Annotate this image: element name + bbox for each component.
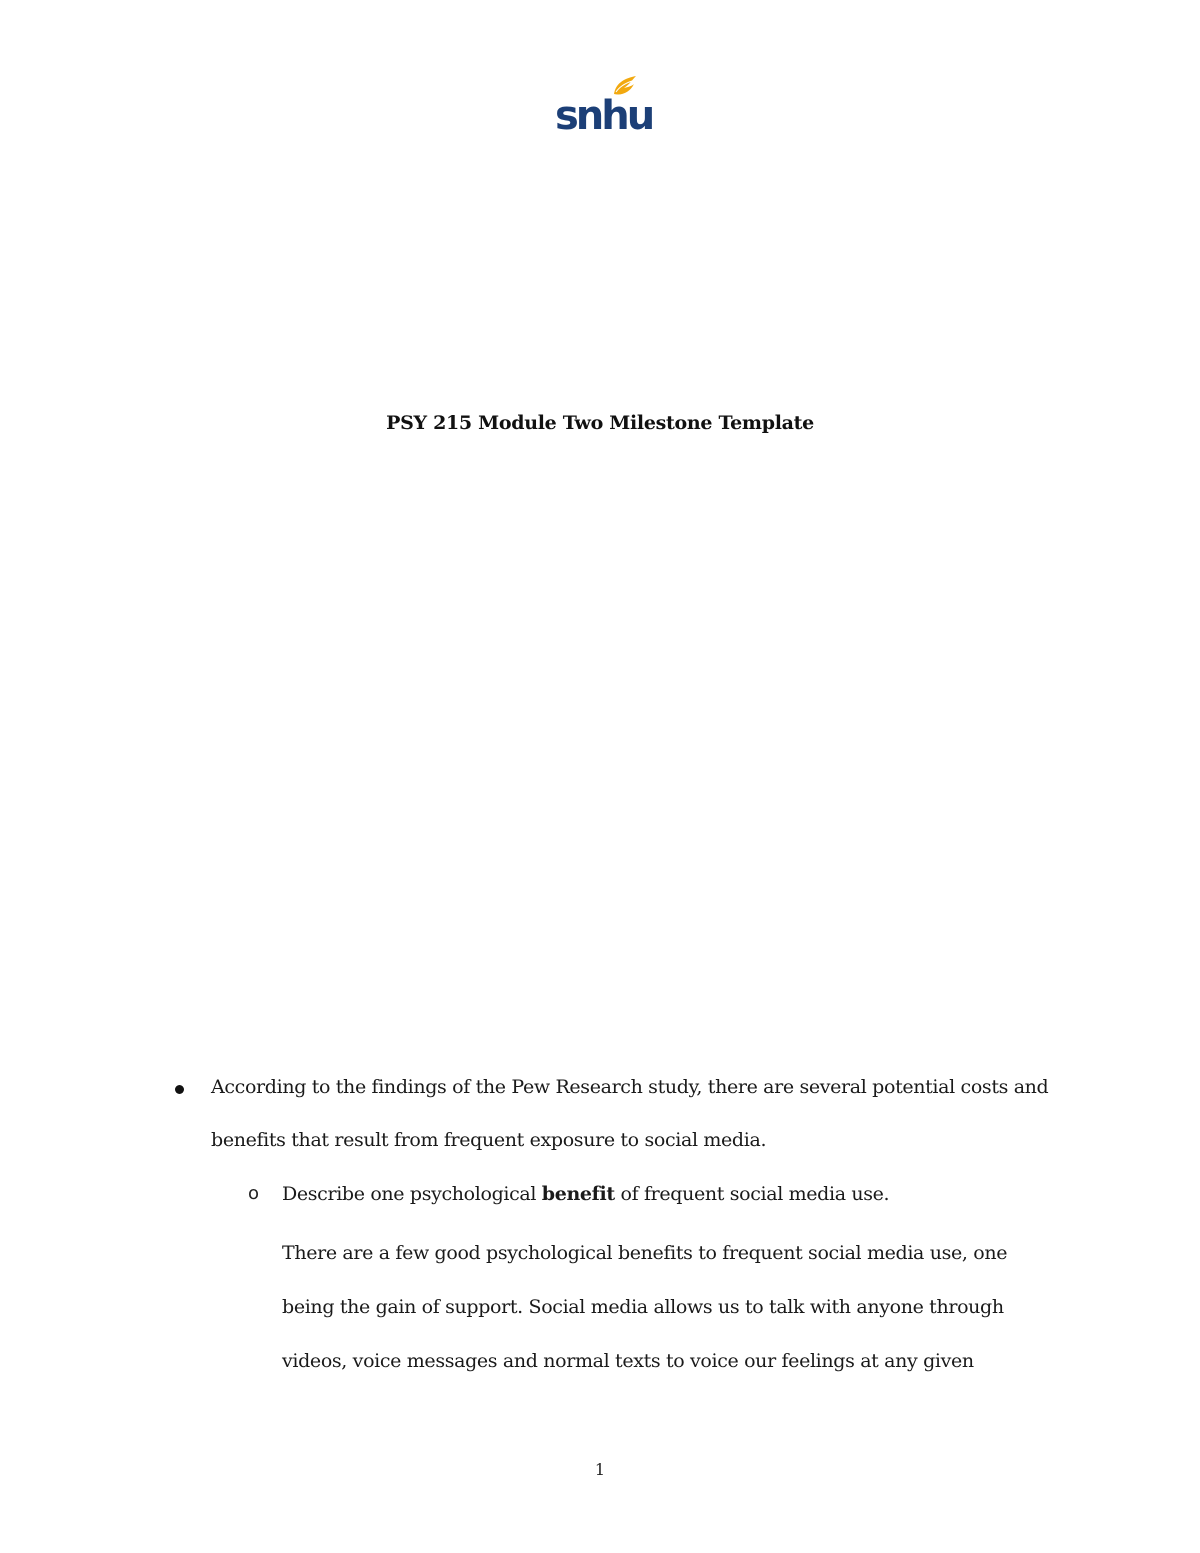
sub-bullet-marker: o — [248, 1183, 260, 1204]
document-title: PSY 215 Module Two Milestone Template — [386, 412, 814, 434]
snhu-logo — [552, 72, 653, 139]
answer-text-line: There are a few good psychological benefits to frequent social media use, one — [282, 1242, 1008, 1264]
question-text-after: of frequent social media use. — [614, 1183, 890, 1205]
logo-wordmark: snhu — [555, 93, 653, 139]
bullet-text-line: benefits that result from frequent exposure to social media. — [211, 1129, 767, 1151]
answer-text-line: being the gain of support. Social media allows us to talk with anyone through — [282, 1296, 1004, 1318]
page-number: 1 — [594, 1460, 606, 1479]
bullet-text-line: According to the findings of the Pew Research study, there are several potential costs and — [211, 1076, 1049, 1098]
answer-text-line: videos, voice messages and normal texts to voice our feelings at any given — [282, 1350, 974, 1372]
question-text-bold: benefit — [541, 1183, 615, 1205]
bullet-dot-icon — [175, 1085, 184, 1094]
question-text-before: Describe one psychological — [282, 1183, 542, 1205]
sub-bullet-question — [282, 1183, 889, 1205]
